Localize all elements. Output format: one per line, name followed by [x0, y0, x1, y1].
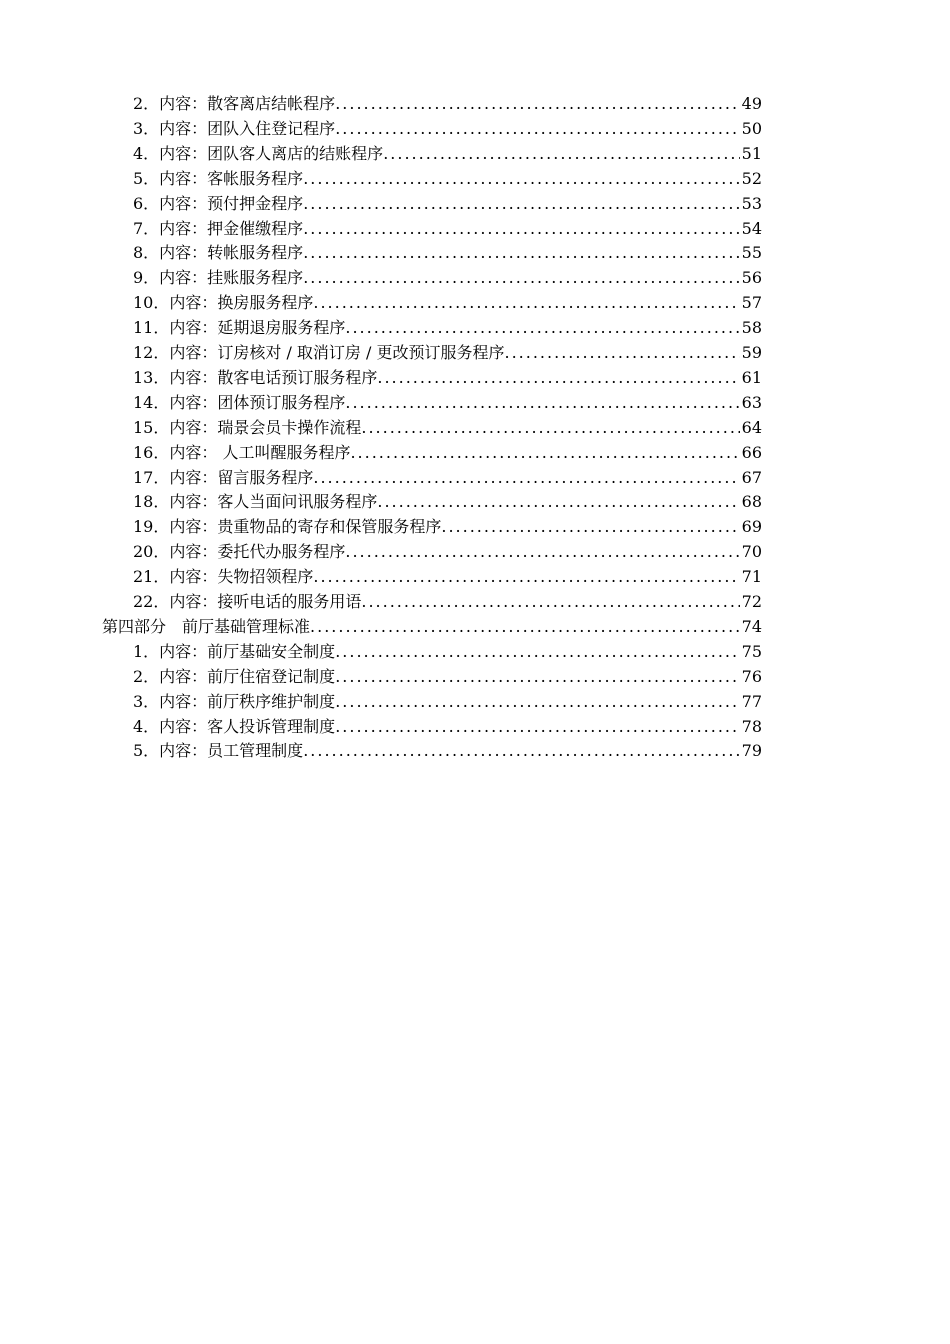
toc-entry-title: 7．内容：押金催缴程序 — [133, 218, 304, 238]
toc-entry-title: 21．内容：失物招领程序 — [133, 567, 314, 587]
toc-page-number: 78 — [741, 716, 762, 736]
toc-page-number: 58 — [741, 318, 762, 338]
toc-entry-title: 19．内容：贵重物品的寄存和保管服务程序 — [133, 517, 442, 537]
toc-page-number: 53 — [741, 193, 762, 213]
toc-entry[interactable] — [133, 217, 762, 241]
toc-entry[interactable] — [133, 167, 762, 191]
toc-dot-leader — [345, 316, 739, 340]
toc-page-number: 51 — [741, 143, 762, 163]
toc-entry-title: 3．内容：前厅秩序维护制度 — [133, 691, 336, 711]
toc-entry[interactable] — [133, 540, 762, 564]
toc-entry[interactable] — [133, 739, 762, 763]
toc-entry[interactable] — [133, 117, 762, 141]
toc-dot-leader — [310, 615, 740, 639]
toc-page-number: 79 — [741, 741, 762, 761]
toc-dot-leader — [303, 192, 739, 216]
toc-dot-leader — [383, 142, 739, 166]
toc-page-number: 76 — [741, 666, 762, 686]
toc-entry[interactable] — [102, 615, 762, 639]
toc-entry-title: 16．内容： 人工叫醒服务程序 — [133, 442, 351, 462]
toc-page-number: 49 — [741, 94, 762, 113]
toc-entry[interactable] — [133, 391, 762, 415]
toc-entry-title: 8．内容：转帐服务程序 — [133, 243, 304, 263]
toc-entry[interactable] — [133, 590, 762, 614]
toc-entry[interactable] — [133, 416, 762, 440]
toc-entry-title: 3．内容：团队入住登记程序 — [133, 118, 336, 138]
toc-page-number: 71 — [741, 567, 762, 587]
toc-page-number: 61 — [741, 367, 762, 387]
toc-dot-leader — [303, 739, 739, 763]
toc-dot-leader — [441, 515, 739, 539]
toc-dot-leader — [361, 590, 739, 614]
toc-entry[interactable] — [133, 515, 762, 539]
toc-page-number: 69 — [741, 517, 762, 537]
toc-dot-leader — [335, 92, 739, 116]
toc-entry-title: 17．内容：留言服务程序 — [133, 467, 314, 487]
toc-page-number: 57 — [741, 293, 762, 313]
toc-page-number: 77 — [741, 691, 762, 711]
toc-entry-title: 10．内容：换房服务程序 — [133, 293, 314, 313]
toc-entry-title: 4．内容：团队客人离店的结账程序 — [133, 143, 384, 163]
toc-dot-leader — [350, 441, 739, 465]
toc-dot-leader — [335, 690, 739, 714]
toc-dot-leader — [361, 416, 739, 440]
toc-dot-leader — [313, 291, 739, 315]
toc-entry-title: 18．内容：客人当面问讯服务程序 — [133, 492, 378, 512]
toc-entry-title: 6．内容：预付押金程序 — [133, 193, 304, 213]
toc-page-number: 66 — [741, 442, 762, 462]
toc-entry-title: 14．内容：团体预订服务程序 — [133, 392, 346, 412]
toc-page-number: 63 — [741, 392, 762, 412]
toc-page-number: 67 — [741, 467, 762, 487]
toc-entry[interactable] — [133, 690, 762, 714]
toc-page-number: 68 — [741, 492, 762, 512]
toc-entry[interactable] — [133, 640, 762, 664]
toc-dot-leader — [505, 341, 740, 365]
toc-entry-title: 12．内容：订房核对 / 取消订房 / 更改预订服务程序 — [133, 343, 505, 362]
toc-page-number: 52 — [741, 168, 762, 188]
toc-entry[interactable] — [133, 192, 762, 216]
toc-dot-leader — [303, 167, 739, 191]
toc-entry-title: 22．内容：接听电话的服务用语 — [133, 592, 362, 611]
toc-page-number: 70 — [741, 542, 762, 562]
toc-dot-leader — [345, 540, 739, 564]
toc-entry-title: 5．内容：客帐服务程序 — [133, 168, 304, 188]
toc-entry-title: 9．内容：挂账服务程序 — [133, 268, 304, 288]
toc-entry-title: 5．内容：员工管理制度 — [133, 741, 304, 761]
toc-entry[interactable] — [133, 366, 762, 390]
toc-entry[interactable] — [133, 341, 762, 365]
toc-entry-title: 11．内容：延期退房服务程序 — [133, 318, 346, 338]
toc-page-number: 64 — [741, 417, 762, 437]
toc-dot-leader — [377, 490, 739, 514]
toc-page-number: 50 — [741, 118, 762, 138]
toc-entry-title: 2．内容：散客离店结帐程序 — [133, 94, 336, 113]
toc-entry[interactable] — [133, 291, 762, 315]
toc-entry-title: 20．内容：委托代办服务程序 — [133, 542, 346, 562]
toc-entry-title: 13．内容：散客电话预订服务程序 — [133, 367, 378, 387]
toc-entry-title: 2．内容：前厅住宿登记制度 — [133, 666, 336, 686]
toc-dot-leader — [345, 391, 739, 415]
toc-entry[interactable] — [133, 441, 762, 465]
toc-page-number: 55 — [741, 243, 762, 263]
toc-dot-leader — [335, 117, 739, 141]
toc-dot-leader — [313, 466, 739, 490]
toc-page-number: 54 — [741, 218, 762, 238]
toc-dot-leader — [335, 640, 739, 664]
toc-dot-leader — [335, 715, 739, 739]
toc-dot-leader — [313, 565, 739, 589]
toc-entry-title: 第四部分 前厅基础管理标准 — [102, 616, 311, 636]
toc-entry[interactable] — [133, 466, 762, 490]
toc-entry[interactable] — [133, 715, 762, 739]
toc-dot-leader — [303, 217, 739, 241]
toc-entry[interactable] — [133, 266, 762, 290]
toc-dot-leader — [335, 665, 739, 689]
toc-page-number: 75 — [741, 641, 762, 661]
toc-dot-leader — [303, 241, 739, 265]
toc-entry[interactable] — [133, 241, 762, 265]
toc-dot-leader — [303, 266, 739, 290]
toc-entry[interactable] — [133, 565, 762, 589]
toc-entry[interactable] — [133, 665, 762, 689]
toc-entry[interactable] — [133, 92, 762, 116]
toc-dot-leader — [377, 366, 739, 390]
toc-entry[interactable] — [133, 490, 762, 514]
toc-entry-title: 4．内容：客人投诉管理制度 — [133, 716, 336, 736]
toc-entry-title: 1．内容：前厅基础安全制度 — [133, 641, 336, 661]
toc-entry[interactable] — [133, 316, 762, 340]
toc-page-number: 56 — [741, 268, 762, 288]
toc-entry[interactable] — [133, 142, 762, 166]
toc-page-number: 74 — [741, 616, 762, 636]
toc-page-number: 72 — [741, 592, 762, 611]
toc-entry-title: 15．内容：瑞景会员卡操作流程 — [133, 417, 362, 437]
toc-page-number: 59 — [741, 343, 762, 362]
